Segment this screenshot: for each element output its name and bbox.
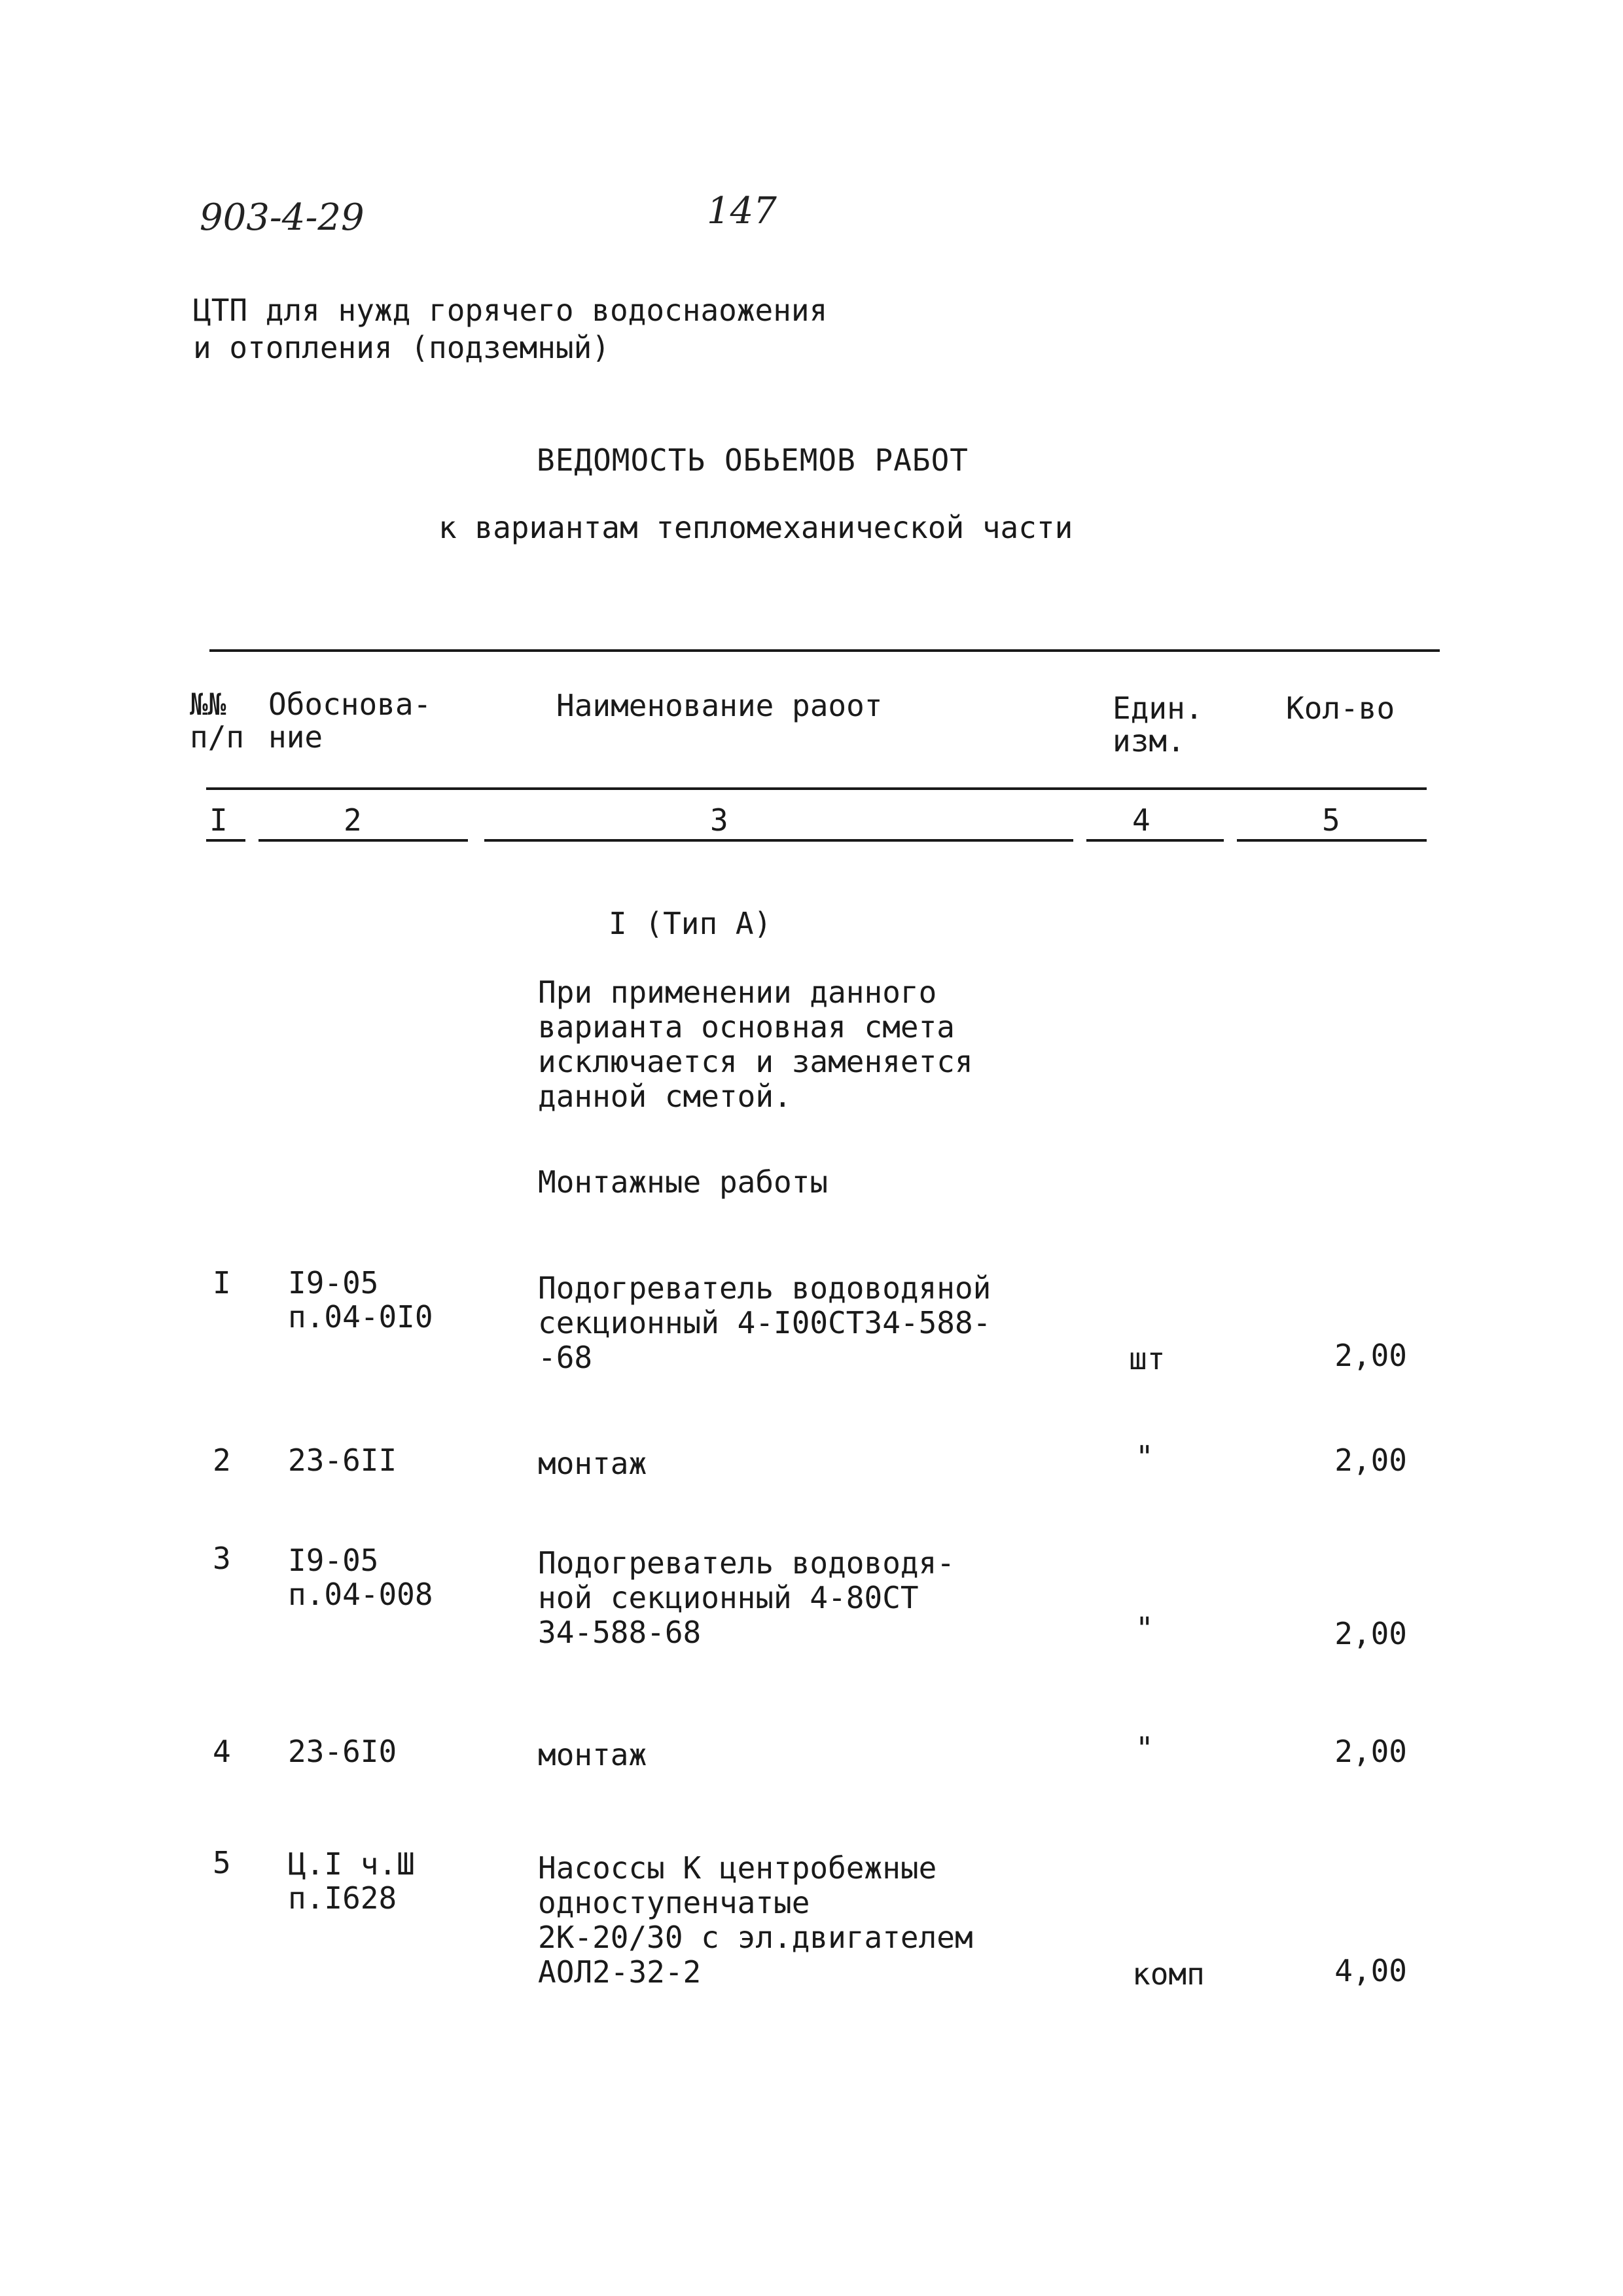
page-number: 147 xyxy=(707,190,777,232)
document-subtitle: к вариантам тепломеханической части xyxy=(438,510,1073,545)
row-unit: комп xyxy=(1132,1956,1205,1992)
section-title: I (Тип А) xyxy=(609,906,772,941)
header-col-name: Наименование раоот xyxy=(556,688,883,723)
row-number: 2 xyxy=(213,1443,231,1478)
subject-line-1: ЦТП для нужд горячего водоснаожения xyxy=(193,293,828,328)
header-col-basis-1: Обоснова- xyxy=(268,687,432,722)
row-unit: шт xyxy=(1129,1341,1166,1376)
document-title: ВЕДОМОСТЬ ОБЬЕМОВ РАБОТ xyxy=(537,442,969,478)
note-line-4: данной сметой. xyxy=(538,1079,792,1114)
row-basis-line-1: Ц.I ч.Ш xyxy=(288,1846,415,1882)
row-name-line-1: Насоссы К центробежные xyxy=(538,1850,937,1886)
row-name-line-2: ной секционный 4-80СТ xyxy=(538,1580,919,1615)
col-number-5: 5 xyxy=(1322,802,1340,838)
row-basis-line-1: I9-05 xyxy=(288,1265,379,1300)
row-number: 5 xyxy=(213,1845,231,1880)
row-basis-line-1: 23-6II xyxy=(288,1443,397,1478)
col-rule-1 xyxy=(206,839,245,842)
works-title: Монтажные работы xyxy=(538,1164,829,1200)
row-qty: 2,00 xyxy=(1334,1616,1407,1651)
col-rule-2 xyxy=(259,839,468,842)
note-line-3: исключается и заменяется xyxy=(538,1044,973,1079)
row-number: 3 xyxy=(213,1541,231,1576)
row-qty: 2,00 xyxy=(1334,1734,1407,1769)
col-number-4: 4 xyxy=(1132,802,1150,838)
row-qty: 2,00 xyxy=(1334,1443,1407,1478)
col-number-3: 3 xyxy=(710,802,728,838)
row-number: I xyxy=(213,1265,231,1300)
col-number-1: I xyxy=(209,802,228,838)
col-rule-4 xyxy=(1086,839,1224,842)
row-name-line-1: Подогреватель водоводяной xyxy=(538,1270,991,1306)
note-line-1: При применении данного xyxy=(538,975,937,1010)
row-basis-line-2: п.I628 xyxy=(288,1880,397,1916)
row-number: 4 xyxy=(213,1734,231,1769)
header-col-num-1: №№ xyxy=(190,687,226,722)
header-top-rule xyxy=(209,649,1440,652)
col-number-2: 2 xyxy=(344,802,362,838)
document-number: 903-4-29 xyxy=(200,196,365,239)
row-basis-line-1: I9-05 xyxy=(288,1543,379,1578)
col-rule-3 xyxy=(484,839,1073,842)
row-name-line-3: 34-588-68 xyxy=(538,1615,702,1650)
col-rule-5 xyxy=(1237,839,1427,842)
header-col-unit-1: Един. xyxy=(1113,691,1204,726)
row-unit: " xyxy=(1135,1731,1154,1766)
row-name-line-1: Подогреватель водоводя- xyxy=(538,1545,955,1581)
header-col-qty: Кол-во xyxy=(1286,691,1395,726)
row-unit: " xyxy=(1135,1439,1154,1475)
header-col-num-2: п/п xyxy=(190,719,245,755)
row-name-line-2: секционный 4-I00СТ34-588- xyxy=(538,1305,991,1340)
header-col-basis-2: ние xyxy=(268,719,323,755)
row-name-line-2: одноступенчатые xyxy=(538,1885,810,1920)
row-basis-line-1: 23-6I0 xyxy=(288,1734,397,1769)
row-name-line-3: 2К-20/30 с эл.двигателем xyxy=(538,1920,973,1955)
row-basis-line-2: п.04-008 xyxy=(288,1577,433,1612)
row-qty: 2,00 xyxy=(1334,1338,1407,1373)
header-bottom-rule xyxy=(206,787,1427,790)
note-line-2: варианта основная смета xyxy=(538,1009,955,1045)
row-name-line-1: монтаж xyxy=(538,1446,647,1481)
row-name-line-3: -68 xyxy=(538,1340,593,1375)
row-qty: 4,00 xyxy=(1334,1953,1407,1988)
header-col-unit-2: изм. xyxy=(1113,723,1185,759)
row-name-line-1: монтаж xyxy=(538,1737,647,1772)
row-name-line-4: АОЛ2-32-2 xyxy=(538,1954,702,1990)
row-basis-line-2: п.04-0I0 xyxy=(288,1299,433,1335)
subject-line-2: и отопления (подземный) xyxy=(193,330,610,365)
row-unit: " xyxy=(1135,1611,1154,1646)
